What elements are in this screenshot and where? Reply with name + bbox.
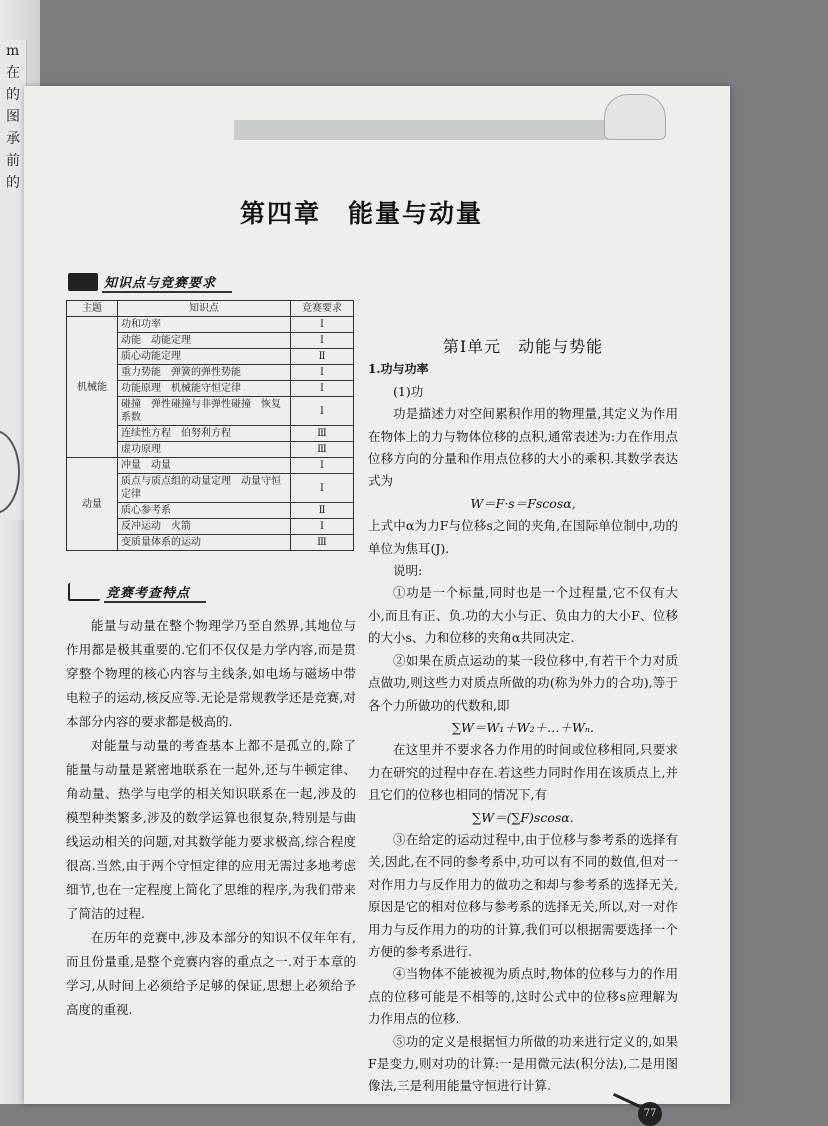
level-cell: Ⅲ	[291, 442, 354, 458]
unit-title: 第Ⅰ单元 动能与势能	[442, 337, 604, 356]
left-fragment: 的	[6, 175, 20, 191]
header-mascot-icon	[604, 94, 666, 140]
level-cell: Ⅱ	[291, 349, 354, 365]
table-header: 主题	[67, 301, 118, 317]
knowledge-cell: 反冲运动 火箭	[118, 519, 291, 535]
header-bar	[234, 120, 614, 140]
knowledge-cell: 质心参考系	[118, 503, 291, 519]
knowledge-cell: 变质量体系的运动	[118, 535, 291, 551]
note: ①功是一个标量,同时也是一个过程量,它不仅有大小,而且有正、负.功的大小与正、负由力的大小F、位移的大小s、力和位移的夹角α共同决定.	[368, 585, 678, 646]
note-label: 说明:	[393, 563, 423, 579]
knowledge-cell: 虚功原理	[118, 442, 291, 458]
note: ⑤功的定义是根据恒力所做的功来进行定义的,如果F是变力,则对功的计算:一是用微元法(积分法),二是用图像法,三是利用能量守恒进行计算.	[368, 1033, 678, 1094]
level-cell: Ⅱ	[291, 503, 354, 519]
level-cell: Ⅰ	[291, 365, 354, 381]
knowledge-cell: 碰撞 弹性碰撞与非弹性碰撞 恢复系数	[118, 397, 291, 426]
left-fragment: 图	[6, 109, 20, 125]
formula-work: W＝F·s＝Fscosα,	[470, 495, 576, 511]
section-features-title: 竞赛考查特点	[104, 582, 206, 603]
knowledge-table	[66, 300, 354, 551]
formula-sum: ∑W＝W₁＋W₂＋…＋Wₙ.	[452, 719, 594, 735]
page-number: 77	[638, 1102, 662, 1126]
level-cell: Ⅲ	[291, 426, 354, 442]
note: ④当物体不能被视为质点时,物体的位移与力的作用点的位移可能是不相等的,这时公式中的位移s应理解为力作用点的位移.	[368, 966, 678, 1027]
knowledge-cell: 动能 动能定理	[118, 333, 291, 349]
knowledge-cell: 质心动能定理	[118, 349, 291, 365]
knowledge-cell: 重力势能 弹簧的弹性势能	[118, 365, 291, 381]
level-cell: Ⅰ	[291, 381, 354, 397]
paragraph: 对能量与动量的考查基本上都不是孤立的,除了能量与动量是紧密地联系在一起外,还与牛顿定律、角动量、热学与电学的相关知识联系在一起,涉及的模型种类繁多,涉及的数学运算也很复杂,特别是与曲线运动相关的问题,对其数学能力要求极高,综合程度很高.当然,由于两个守恒定律的应用无需过多地考虑细节,也在一定程度上简化了思维的程序,为我们带来了简洁的过程.	[66, 738, 356, 921]
paragraph: 功是描述力对空间累积作用的物理量,其定义为作用在物体上的力与物体位移的点积,通常表述为:力在作用点位移方向的分量和作用点位移的大小的乘积.其数学表达式为	[368, 406, 678, 489]
table-row	[67, 458, 354, 474]
knowledge-cell: 功能原理 机械能守恒定律	[118, 381, 291, 397]
note: ②如果在质点运动的某一段位移中,有若干个力对质点做功,则这些力对质点所做的功(称为外力的合功),等于各个力所做功的代数和,即	[368, 652, 678, 713]
knowledge-cell: 连续性方程 伯努利方程	[118, 426, 291, 442]
topic-cell: 动量	[67, 458, 118, 551]
left-column-text	[66, 614, 356, 1022]
sub-heading: 1.功与功率	[368, 362, 429, 377]
knowledge-cell: 冲量 动量	[118, 458, 291, 474]
left-fragment: 在	[6, 65, 20, 81]
table-header: 知识点	[118, 301, 291, 317]
level-cell: Ⅰ	[291, 519, 354, 535]
table-header-row	[67, 301, 354, 317]
level-cell: Ⅲ	[291, 535, 354, 551]
level-cell: Ⅰ	[291, 458, 354, 474]
section-knowledge-title: 知识点与竞赛要求	[102, 272, 232, 293]
left-fragment: 的	[6, 87, 20, 103]
knowledge-cell: 功和功率	[118, 317, 291, 333]
paragraph: 在历年的竞赛中,涉及本部分的知识不仅年年有,而且份量重,是整个竞赛内容的重点之一.对于本章的学习,从时间上必须给予足够的保证,思想上必须给予高度的重视.	[66, 930, 356, 1017]
level-cell: Ⅰ	[291, 474, 354, 503]
right-column-text	[368, 336, 678, 1098]
chart-icon	[68, 583, 100, 601]
table-header: 竞赛要求	[291, 301, 354, 317]
table-row	[67, 317, 354, 333]
chapter-title: 第四章 能量与动量	[240, 199, 484, 228]
books-icon	[68, 273, 98, 291]
section-features-header	[68, 580, 206, 604]
sub-sub-heading: (1)功	[393, 383, 424, 399]
note: 在这里并不要求各力作用的时间或位移相同,只要求力在研究的过程中存在.若这些力同时作用在该质点上,并且它们的位移也相同的情况下,有	[368, 742, 678, 803]
section-knowledge-header	[68, 270, 232, 294]
formula-sum-force: ∑W＝(∑F)scosα.	[472, 809, 574, 825]
topic-cell: 机械能	[67, 317, 118, 458]
book-page	[24, 86, 730, 1119]
paragraph: 上式中α为力F与位移s之间的夹角,在国际单位制中,功的单位为焦耳(J).	[368, 518, 678, 556]
knowledge-cell: 质点与质点组的动量定理 动量守恒定律	[118, 474, 291, 503]
level-cell: Ⅰ	[291, 397, 354, 426]
note: ③在给定的运动过程中,由于位移与参考系的选择有关,因此,在不同的参考系中,功可以有不同的数值,但对一对作用力与反作用力的做功之和却与参考系的选择无关,原因是它的相对位移与参考系的选择无关,所以,对一对作用力与反作用力的功的计算,我们可以根据需要选择一个方便的参考系进行.	[368, 831, 678, 959]
left-fragment: 前	[6, 153, 20, 169]
level-cell: Ⅰ	[291, 333, 354, 349]
left-fragment: 承	[6, 131, 20, 147]
paragraph: 能量与动量在整个物理学乃至自然界,其地位与作用都是极其重要的.它们不仅仅是力学内容,而是贯穿整个物理的核心内容与主线条,如电场与磁场中带电粒子的运动,核反应等.无论是常规教学还是竞赛,对本部分内容的要求都是极高的.	[66, 618, 356, 729]
level-cell: Ⅰ	[291, 317, 354, 333]
left-fragment: m	[6, 43, 20, 59]
